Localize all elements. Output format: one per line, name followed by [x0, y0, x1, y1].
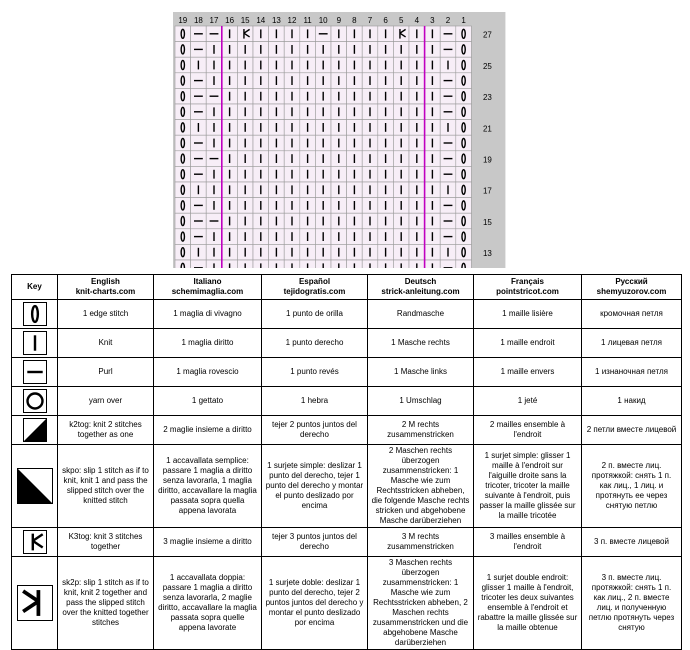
chart-cell [175, 73, 191, 89]
chart-cell [175, 120, 191, 136]
chart-cell [456, 104, 472, 120]
chart-cell [440, 260, 456, 268]
english-header: English knit-charts.com [58, 275, 154, 300]
chart-cell [456, 244, 472, 260]
k3tog-icon [23, 530, 47, 554]
key-description-cell: 1 maille endroit [474, 329, 582, 358]
row-number: 21 [482, 124, 492, 134]
chart-grid [0, 0, 690, 268]
key-description-cell: 1 accavallata semplice: passare 1 maglia a diritto senza lavorarla, 1 maglia diritto, accavallare la maglia passata sopra quella appena lavorata [154, 445, 262, 528]
chart-cell [175, 260, 191, 268]
symbol-key-table [11, 274, 682, 650]
row-number: 23 [482, 93, 492, 103]
column-number-top: 7 [367, 16, 373, 25]
row-number: 13 [482, 249, 492, 259]
chart-cell [175, 88, 191, 104]
key-description-cell: 3 M rechts zusammenstricken [368, 528, 474, 557]
key-description-cell: tejer 2 puntos juntos del derecho [262, 416, 368, 445]
key-row [12, 358, 682, 387]
italian-header: Italiano schemimaglia.com [154, 275, 262, 300]
chart-cell [175, 213, 191, 229]
row-number: 19 [482, 155, 492, 165]
chart-cell [456, 260, 472, 268]
key-description-cell: 1 accavallata doppia: passare 1 maglia a diritto senza lavorarla, 2 maglie diritto, accavallare la maglia passata sopra quelle appena lavorate [154, 557, 262, 650]
key-symbol-cell [12, 358, 58, 387]
key-description-cell: 1 hebra [262, 387, 368, 416]
chart-cell [175, 229, 191, 245]
key-description-cell: кромочная петля [582, 300, 682, 329]
chart-cell [175, 182, 191, 198]
knitting-chart [0, 0, 690, 268]
yarn-over-icon [23, 389, 47, 413]
column-number-top: 10 [318, 16, 328, 25]
key-description-cell: 1 Umschlag [368, 387, 474, 416]
chart-cell [175, 26, 191, 42]
german-header: Deutsch strick-anleitung.com [368, 275, 474, 300]
key-description-cell: 1 maglia di vivagno [154, 300, 262, 329]
key-description-cell: 2 maglie insieme a diritto [154, 416, 262, 445]
key-symbol-cell [12, 445, 58, 528]
key-description-cell: 1 punto de orilla [262, 300, 368, 329]
column-number-top: 6 [383, 16, 388, 25]
key-description-cell: 1 surjet simple: glisser 1 maille à l'endroit sur l'aiguille droite sans la tricoter, tricoter la maille suivante à l'endroit, puis passer la maille glissée sur la maille tricotée [474, 445, 582, 528]
column-number-top: 1 [461, 16, 466, 25]
column-number-top: 2 [445, 16, 451, 25]
chart-cell [456, 166, 472, 182]
key-description-cell: 1 maglia diritto [154, 329, 262, 358]
key-description-cell: 1 jeté [474, 387, 582, 416]
key-description-cell: 1 surjete doble: deslizar 1 punto del derecho, tejer 2 puntos juntos del derecho y montar el punto deslizado por encima [262, 557, 368, 650]
key-description-cell: 3 mailles ensemble à l'endroit [474, 528, 582, 557]
key-row [12, 445, 682, 528]
key-symbol-cell [12, 300, 58, 329]
skpo-icon [17, 468, 53, 504]
key-description-cell: Purl [58, 358, 154, 387]
key-description-cell: 1 surjet double endroit: glisser 1 maille à l'endroit, tricoter les deux suivantes ensemble à l'endroit et rabattre la maille glissée sur la maille obtenue [474, 557, 582, 650]
k2tog-icon [23, 418, 47, 442]
key-row [12, 300, 682, 329]
chart-cell [456, 229, 472, 245]
chart-cell [175, 57, 191, 73]
chart-cell [175, 244, 191, 260]
chart-cell [456, 57, 472, 73]
key-row [12, 387, 682, 416]
chart-cell [456, 120, 472, 136]
column-number-top: 8 [352, 16, 357, 25]
key-description-cell: 1 punto revés [262, 358, 368, 387]
chart-cell [175, 166, 191, 182]
key-description-cell: tejer 3 puntos juntos del derecho [262, 528, 368, 557]
key-description-cell: 1 edge stitch [58, 300, 154, 329]
chart-cell [456, 182, 472, 198]
key-symbol-cell [12, 557, 58, 650]
key-description-cell: 2 Maschen rechts überzogen zusammenstricken: 1 Masche wie zum Rechtsstricken abheben, die folgende Masche rechts stricken und abgehobene Masche darüberziehen [368, 445, 474, 528]
russian-header: Русский shemyuzorov.com [582, 275, 682, 300]
french-header: Français pointstricot.com [474, 275, 582, 300]
key-description-cell: yarn over [58, 387, 154, 416]
key-description-cell: k2tog: knit 2 stitches together as one [58, 416, 154, 445]
key-description-cell: Randmasche [368, 300, 474, 329]
column-number-top: 19 [178, 16, 188, 25]
key-header-row [12, 275, 682, 300]
chart-cell [175, 151, 191, 167]
column-number-top: 5 [398, 16, 404, 25]
chart-cell [456, 135, 472, 151]
key-description-cell: 1 накид [582, 387, 682, 416]
key-description-cell: 1 Masche links [368, 358, 474, 387]
sk2p-icon [17, 585, 53, 621]
key-description-cell: 1 maille lisière [474, 300, 582, 329]
column-number-top: 18 [193, 16, 203, 25]
chart-cell [456, 151, 472, 167]
chart-cell [175, 42, 191, 58]
chart-cell [175, 135, 191, 151]
chart-cell [175, 104, 191, 120]
knit-icon [23, 331, 47, 355]
chart-cell [191, 260, 207, 268]
chart-cell [456, 73, 472, 89]
spanish-header: Español tejidogratis.com [262, 275, 368, 300]
key-description-cell: 2 M rechts zusammenstricken [368, 416, 474, 445]
key-symbol-cell [12, 528, 58, 557]
column-number-top: 9 [336, 16, 342, 25]
chart-cell [175, 198, 191, 214]
key-symbol-cell [12, 329, 58, 358]
chart-cell [456, 213, 472, 229]
key-description-cell: 1 изнаночная петля [582, 358, 682, 387]
key-description-cell: 1 maille envers [474, 358, 582, 387]
edge-stitch-icon [23, 302, 47, 326]
key-symbol-cell [12, 387, 58, 416]
row-number: 15 [482, 217, 492, 227]
chart-cell [456, 26, 472, 42]
key-description-cell: 3 п. вместе лицевой [582, 528, 682, 557]
column-number-top: 15 [240, 16, 250, 25]
key-description-cell: 2 п. вместе лиц. протяжкой: снять 1 п. как лиц., 1 лиц. и протянуть ее через снятую петлю [582, 445, 682, 528]
key-description-cell: Knit [58, 329, 154, 358]
column-number-top: 16 [225, 16, 235, 25]
purl-icon [23, 360, 47, 384]
column-number-top: 13 [271, 16, 281, 25]
column-number-top: 14 [256, 16, 266, 25]
column-number-top: 11 [303, 16, 312, 25]
key-row [12, 557, 682, 650]
column-number-top: 17 [209, 16, 219, 25]
key-description-cell: 1 maglia rovescio [154, 358, 262, 387]
key-description-cell: skpo: slip 1 stitch as if to knit, knit 1 and pass the slipped stitch over the knitted stitch [58, 445, 154, 528]
row-number: 27 [482, 30, 492, 40]
row-number: 17 [482, 186, 492, 196]
key-row [12, 329, 682, 358]
column-number-top: 12 [287, 16, 297, 25]
chart-cell [456, 198, 472, 214]
key-description-cell: 1 Masche rechts [368, 329, 474, 358]
chart-cell [456, 42, 472, 58]
key-row [12, 528, 682, 557]
key-description-cell: K3tog: knit 3 stitches together [58, 528, 154, 557]
key-description-cell: 3 п. вместе лиц. протяжкой: снять 1 п. как лиц., 2 п. вместе лиц. и полученную петлю протянуть через снятую [582, 557, 682, 650]
key-symbol-cell [12, 416, 58, 445]
key-description-cell: 1 punto derecho [262, 329, 368, 358]
key-description-cell: 1 лицевая петля [582, 329, 682, 358]
key-description-cell: 3 Maschen rechts überzogen zusammenstricken: 1 Masche wie zum Rechtsstricken abheben, 2 Maschen rechts zusammenstricken und die abgehobene Masche darüberziehen [368, 557, 474, 650]
key-description-cell: 3 maglie insieme a diritto [154, 528, 262, 557]
key-description-cell: sk2p: slip 1 stitch as if to knit, knit 2 together and pass the slipped stitch over the knitted together stitches [58, 557, 154, 650]
key-row [12, 416, 682, 445]
row-number: 25 [482, 61, 492, 71]
column-number-top: 3 [430, 16, 435, 25]
key-description-cell: 2 mailles ensemble à l'endroit [474, 416, 582, 445]
key-description-cell: 1 gettato [154, 387, 262, 416]
column-number-top: 4 [414, 16, 420, 25]
key-description-cell: 2 петли вместе лицевой [582, 416, 682, 445]
chart-cell [456, 88, 472, 104]
key-header: Key [12, 275, 58, 300]
key-description-cell: 1 surjete simple: deslizar 1 punto del derecho, tejer 1 punto del derecho y montar el punto deslizado por encima [262, 445, 368, 528]
